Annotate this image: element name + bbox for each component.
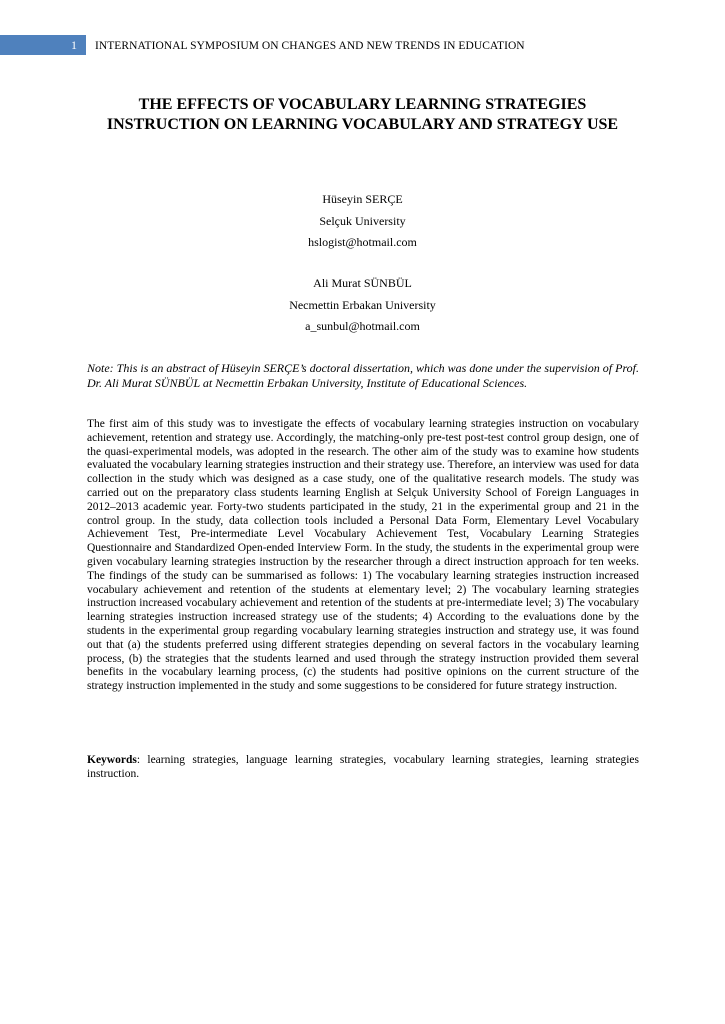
page-number: 1 bbox=[71, 38, 77, 52]
paper-title-line-2: INSTRUCTION ON LEARNING VOCABULARY AND STRATEGY USE bbox=[106, 115, 619, 133]
keywords-label: Keywords bbox=[87, 754, 137, 766]
author-email: a_sunbul@hotmail.com bbox=[305, 319, 420, 333]
running-header: INTERNATIONAL SYMPOSIUM ON CHANGES AND NEW TRENDS IN EDUCATION bbox=[95, 40, 525, 52]
author-affiliation: Selçuk University bbox=[319, 213, 406, 228]
author-email: hslogist@hotmail.com bbox=[308, 235, 417, 249]
abstract-paragraph: The first aim of this study was to investigate the effects of vocabulary learning strategies instruction on vocabulary achievement, retention and strategy use. Accordingly, the matching-only pre-test post-test control group design, one of the quasi-experimental models, was adopted in the research. The other aim of the study was to examine how students evaluated the vocabulary learning strategies instruction and their strategy use. Therefore, an interview was used for data collection in the study which was designed as a case study, one of the qualitative research models. The study was carried out on the preparatory class students learning English at Selçuk University School of Foreign Languages in 2012–2013 academic year. Forty-two students participated in the study, 21 in the experimental group and 21 in the control group. In the study, data collection tools included a Personal Data Form, Elementary Level Vocabulary Achievement Test, Pre-intermediate Level Vocabulary Achievement Test, Vocabulary Learning Strategies Questionnaire and Standardized Open-ended Interview Form. In the study, the students in the experimental group were given vocabulary learning strategies instruction by the researcher through a direct instruction approach for ten weeks. The findings of the study can be summarised as follows: 1) The vocabulary learning strategies instruction increased vocabulary achievement and retention of the students at elementary level; 2) The vocabulary learning strategies instruction increased vocabulary achievement and retention of the students at pre-intermediate level; 3) The vocabulary learning strategies instruction increased strategy use of the students; 4) According to the evaluations done by the students in the experimental group regarding vocabulary learning strategies instruction and strategy use, it was found out that (a) the students preferred using different strategies depending on several factors in the vocabulary learning process, (b) the strategies that the students learned and used through the strategy instruction provided them several benefits in the vocabulary learning process, (c) the students had positive opinions on the current structure of the strategy instruction implemented in the study and some suggestions to be considered for future strategy instruction. bbox=[87, 418, 639, 693]
dissertation-note: Note: This is an abstract of Hüseyin SERÇE’s doctoral dissertation, which was done under the supervision of Prof. Dr. Ali Murat SÜNBÜL at Necmettin Erbakan University, Institute of Educational Sciences. bbox=[87, 361, 639, 390]
keywords-list: : learning strategies, language learning strategies, vocabulary learning strategies, learning strategies instruction. bbox=[87, 754, 639, 780]
keywords-paragraph bbox=[87, 753, 639, 781]
author-affiliation: Necmettin Erbakan University bbox=[289, 297, 436, 312]
author-name: Ali Murat SÜNBÜL bbox=[313, 276, 412, 290]
author-block-2 bbox=[0, 273, 725, 338]
paper-title bbox=[60, 95, 665, 134]
author-name: Hüseyin SERÇE bbox=[322, 192, 403, 206]
author-block-1 bbox=[0, 189, 725, 254]
paper-title-line-1: THE EFFECTS OF VOCABULARY LEARNING STRATEGIES bbox=[138, 96, 587, 113]
